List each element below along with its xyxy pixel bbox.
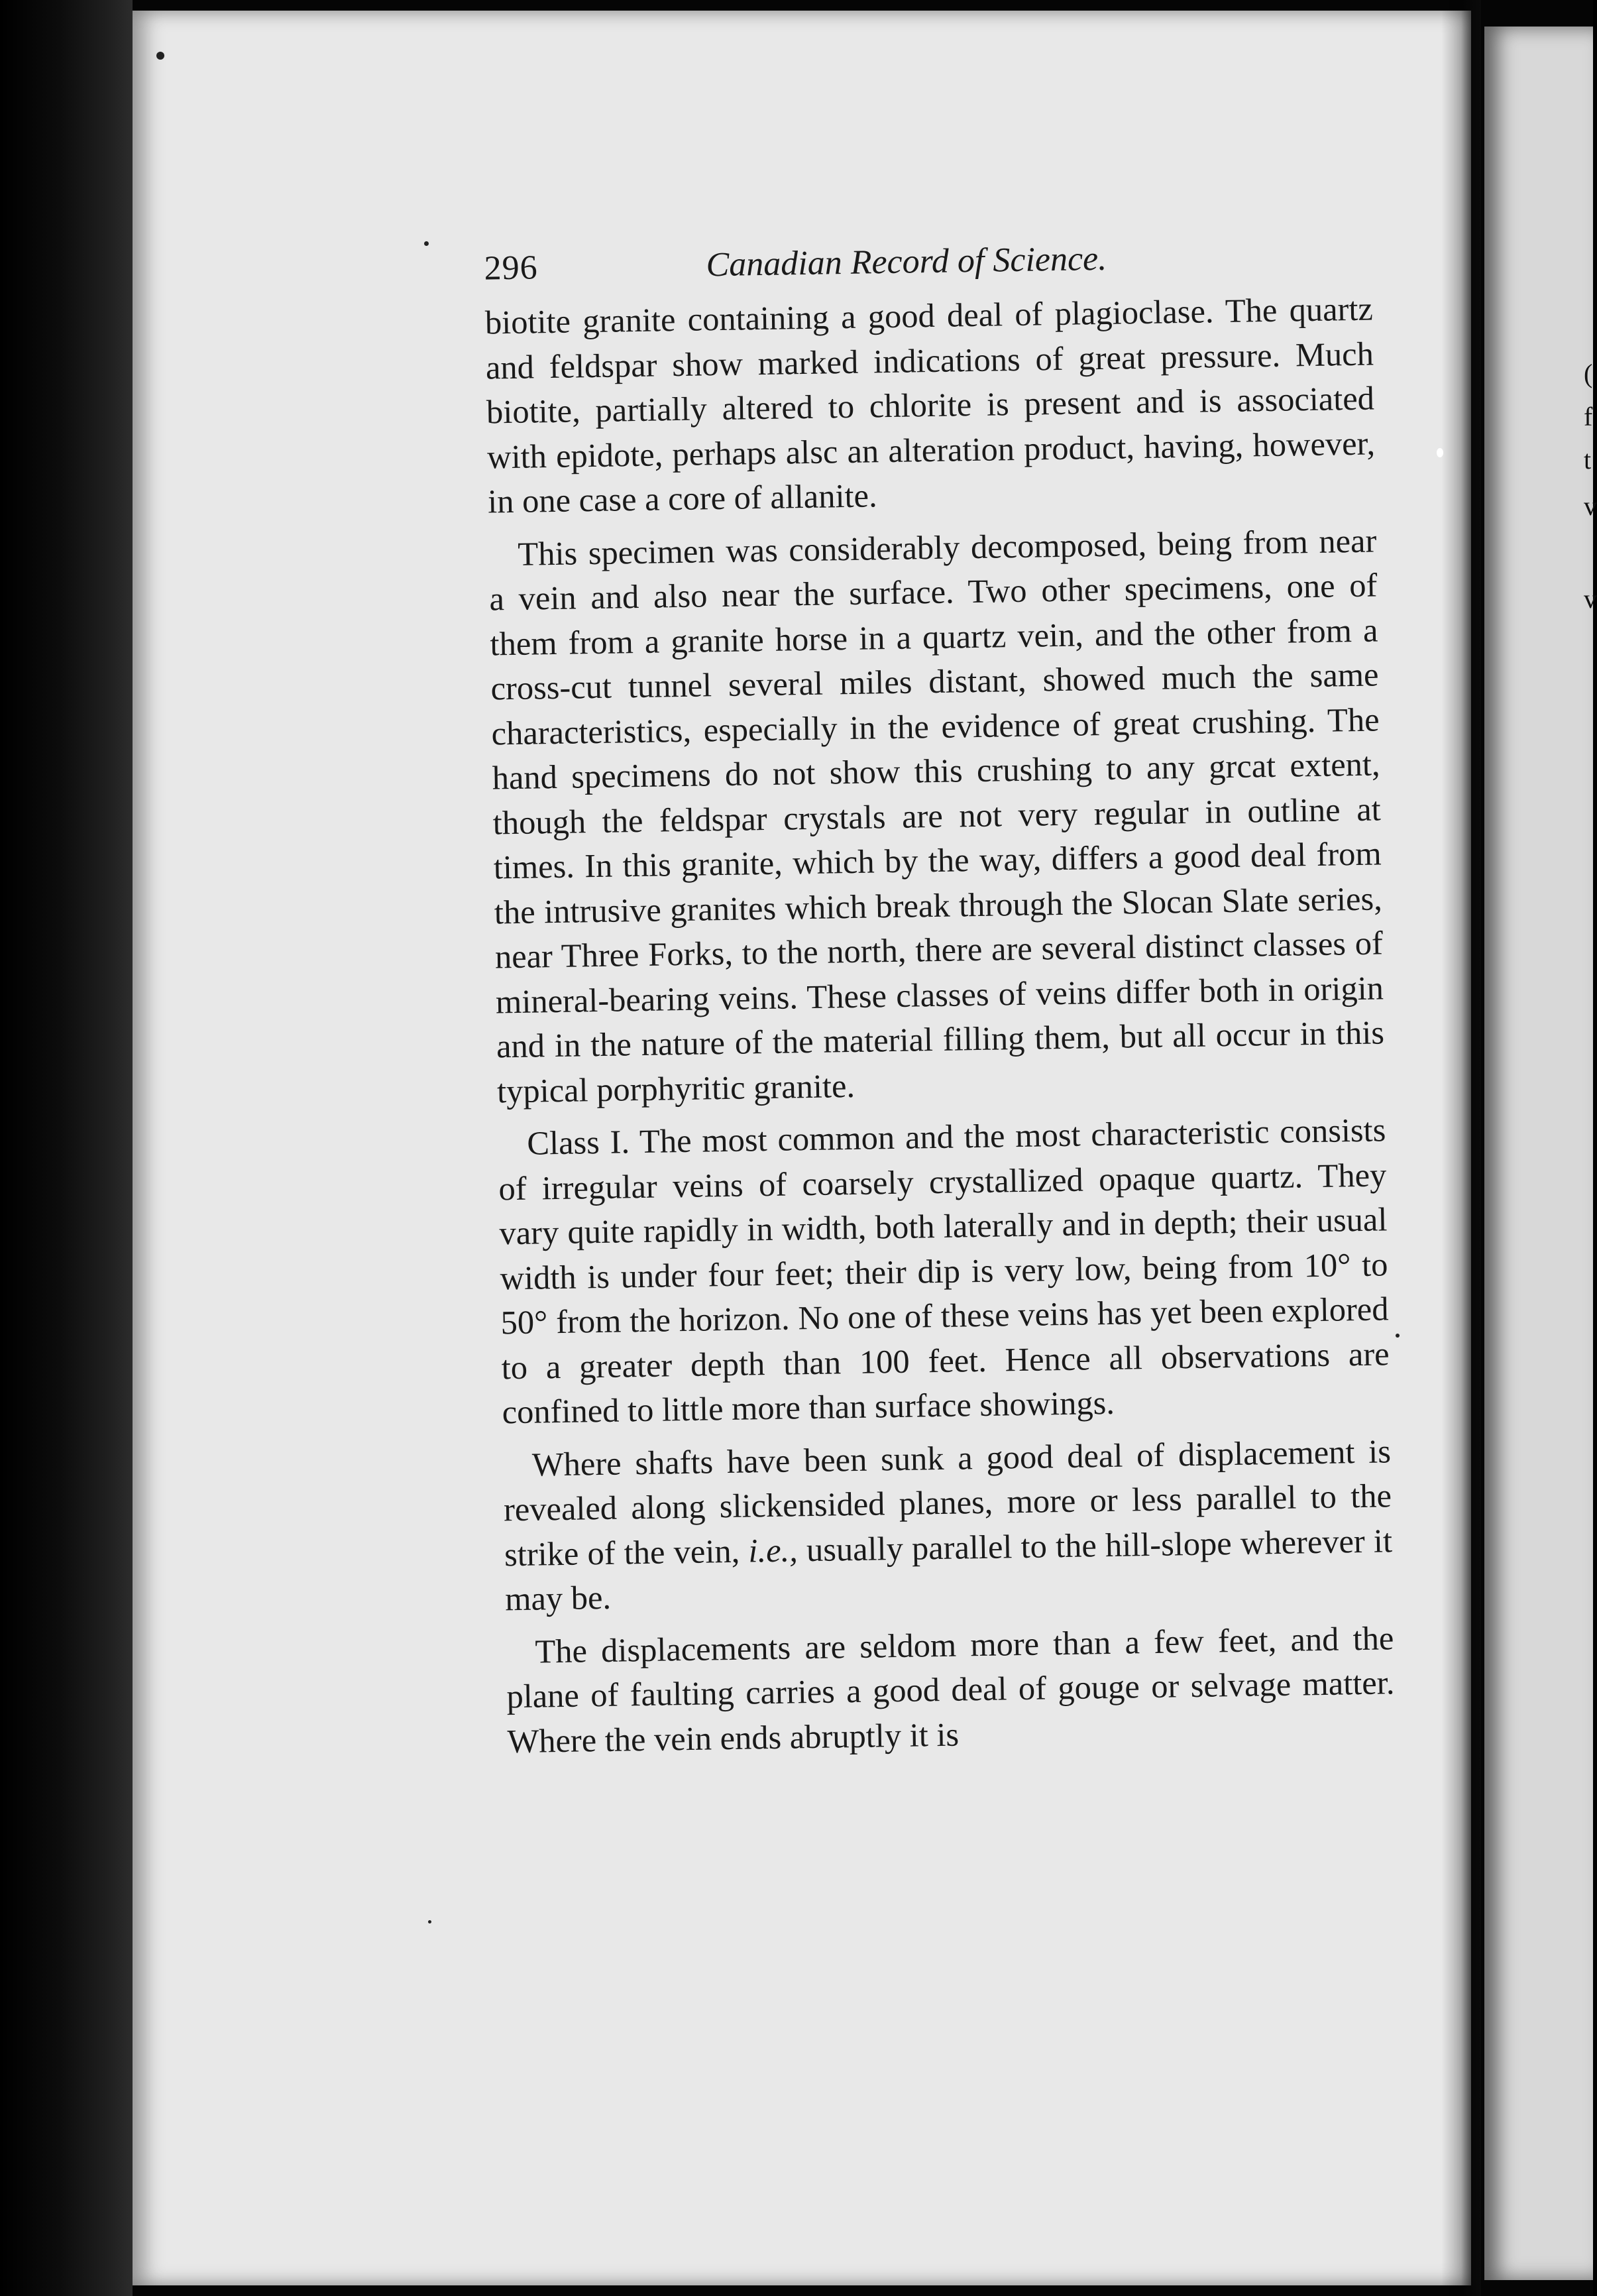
paragraph-class-one: Class I. The most common and the most characteristic consists of irregular veins of coarsely crystallized opaque quartz. They vary quite rapidly in width, both laterally and in depth; their usual width is under four feet; their dip is very low, being from 10° to 50° from the horizon. No one of these veins has yet been explored to a greater depth than 100 feet. Hence all observations are confined to little more than surface showings.	[498, 1111, 1390, 1431]
adjacent-page-fragment: t	[1584, 445, 1592, 475]
paragraph-displacements: The displacements are seldom more than a few feet, and the plane of faulting carries a good deal of gouge or selvage matter. Where the vein ends abruptly it is	[506, 1619, 1395, 1760]
paragraph-shafts-text-b: usually parallel to the hill-slope wherever it may be.	[504, 1521, 1393, 1618]
paragraph-shafts-text-a: Where shafts have been sunk a good deal of displacement is revealed along slickensided planes, more or less parallel to the strike of the vein,	[503, 1432, 1392, 1573]
adjacent-page-fragment: v	[1584, 584, 1597, 614]
adjacent-page-edge	[1484, 27, 1597, 2280]
paragraph-specimen: This specimen was considerably decomposed, being from near a vein and also near the surface. Two other specimens, one of them from a granite horse in a quartz vein, and the other from a cross-cut tunnel several miles distant, showed much the same characteristics, especially in the evidence of great crushing. The hand specimens do not show this crushing to any grcat extent, though the feldspar crystals are not very regular in outline at times. In this granite, which by the way, differs a good deal from the intrusive granites which break through the Slocan Slate series, near Three Forks, to the north, there are several distinct classes of mineral-bearing veins. These classes of veins differ both in origin and in the nature of the material filling them, but all occur in this typical porphyritic granite.	[489, 521, 1385, 1110]
page-content	[424, 227, 1396, 1773]
journal-title: Canadian Record of Science.	[706, 239, 1107, 284]
scan-speck	[156, 52, 164, 60]
adjacent-page-fragment: (	[1584, 359, 1593, 388]
book-binding-edge	[0, 0, 133, 2296]
body-text	[484, 287, 1396, 1764]
paragraph-shafts-italic: i.e.,	[747, 1530, 798, 1570]
gutter-shadow	[1441, 0, 1481, 2296]
page-number: 296	[484, 249, 539, 288]
adjacent-page-fragment: f	[1584, 402, 1593, 431]
scan-speck	[1396, 1334, 1400, 1338]
scan-speck	[1437, 448, 1443, 457]
paragraph-continued: biotite granite containing a good deal of plagioclase. The quartz and feldspar show marked indications of great pressure. Much biotite, partially altered to chlorite is present and is associated with epidote, perhaps alsc an alteration product, having, however, in one case a core of allanite.	[484, 290, 1376, 520]
scan-speck	[428, 1920, 431, 1923]
adjacent-page-fragment: v	[1584, 491, 1597, 521]
paragraph-shafts	[502, 1429, 1393, 1622]
